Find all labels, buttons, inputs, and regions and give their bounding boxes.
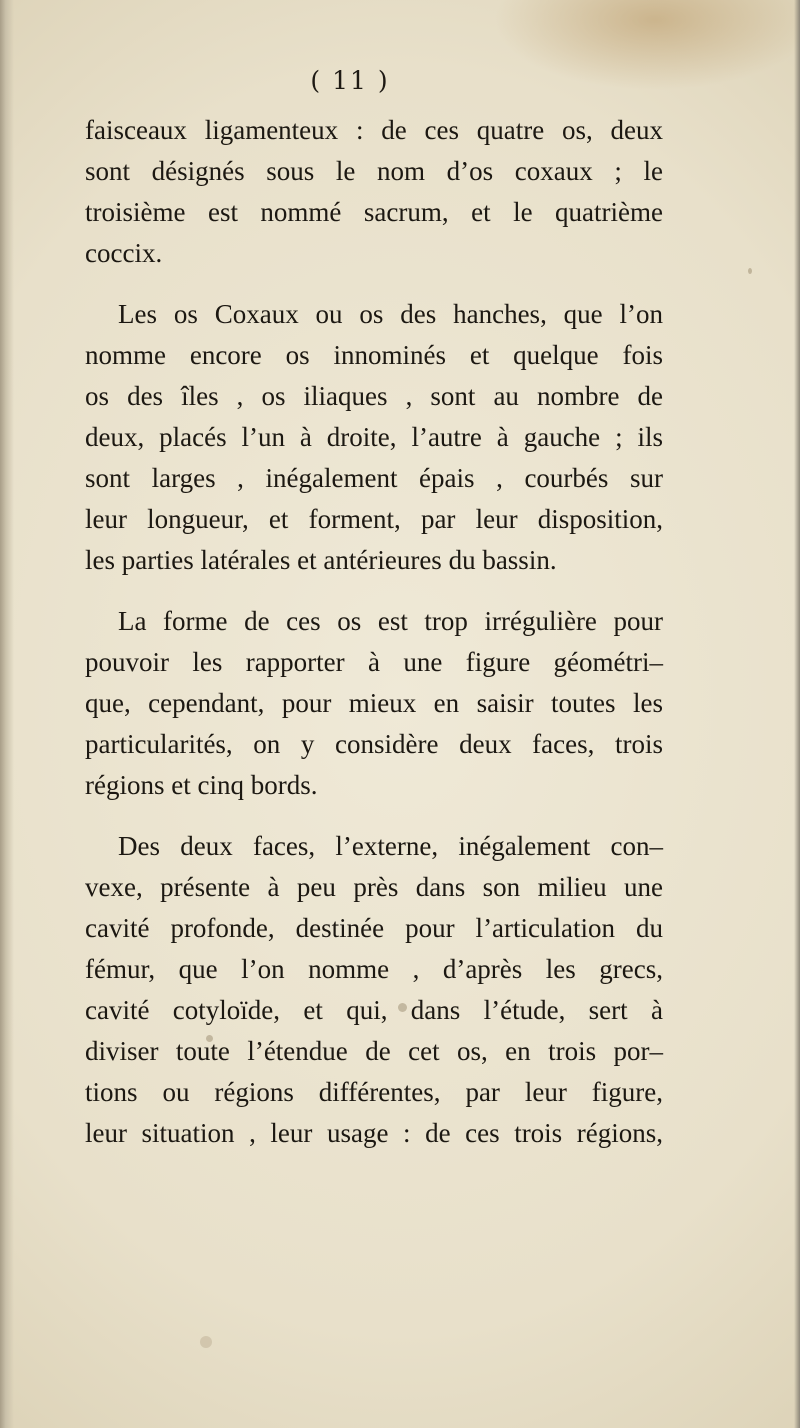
page-number: ( 11 ) bbox=[310, 66, 390, 95]
text-line: particularités, on y considère deux faces, trois bbox=[85, 729, 663, 759]
text-line: sont désignés sous le nom d’os coxaux ; le bbox=[85, 156, 663, 186]
paragraph-2 bbox=[85, 294, 663, 581]
page-edge-shadow bbox=[794, 0, 800, 1428]
text-line: régions et cinq bords. bbox=[85, 770, 318, 800]
text-line: leur situation , leur usage : de ces trois régions, bbox=[85, 1118, 663, 1148]
text-line: tions ou régions différentes, par leur figure, bbox=[85, 1077, 663, 1107]
text-line: coccix. bbox=[85, 238, 163, 268]
paragraph-3 bbox=[85, 601, 663, 806]
paragraph-4 bbox=[85, 826, 663, 1154]
text-line: vexe, présente à peu près dans son milieu une bbox=[85, 872, 663, 902]
text-line: cavité profonde, destinée pour l’articulation du bbox=[85, 913, 663, 943]
paragraph-1 bbox=[85, 110, 663, 274]
paper-speck bbox=[200, 1336, 212, 1348]
paper-speck bbox=[748, 268, 752, 274]
text-line: deux, placés l’un à droite, l’autre à gauche ; ils bbox=[85, 422, 663, 452]
text-line: que, cependant, pour mieux en saisir toutes les bbox=[85, 688, 663, 718]
text-line: sont larges , inégalement épais , courbés sur bbox=[85, 463, 663, 493]
text-line: os des îles , os iliaques , sont au nombre de bbox=[85, 381, 663, 411]
text-line: La forme de ces os est trop irrégulière pour bbox=[118, 606, 663, 636]
text-line: nomme encore os innominés et quelque fois bbox=[85, 340, 663, 370]
text-line: leur longueur, et forment, par leur disposition, bbox=[85, 504, 663, 534]
text-line: troisième est nommé sacrum, et le quatrième bbox=[85, 197, 663, 227]
page-binding-shadow bbox=[0, 0, 14, 1428]
text-line: cavité cotyloïde, et qui, dans l’étude, sert à bbox=[85, 995, 663, 1025]
text-line: diviser toute l’étendue de cet os, en trois por– bbox=[85, 1036, 663, 1066]
text-line: les parties latérales et antérieures du bassin. bbox=[85, 545, 557, 575]
text-line: Des deux faces, l’externe, inégalement con– bbox=[118, 831, 663, 861]
text-line: pouvoir les rapporter à une figure géométri– bbox=[85, 647, 663, 677]
body-text bbox=[85, 110, 663, 1174]
text-line: Les os Coxaux ou os des hanches, que l’on bbox=[118, 299, 663, 329]
text-line: fémur, que l’on nomme , d’après les grecs, bbox=[85, 954, 663, 984]
text-line: faisceaux ligamenteux : de ces quatre os, deux bbox=[85, 115, 663, 145]
